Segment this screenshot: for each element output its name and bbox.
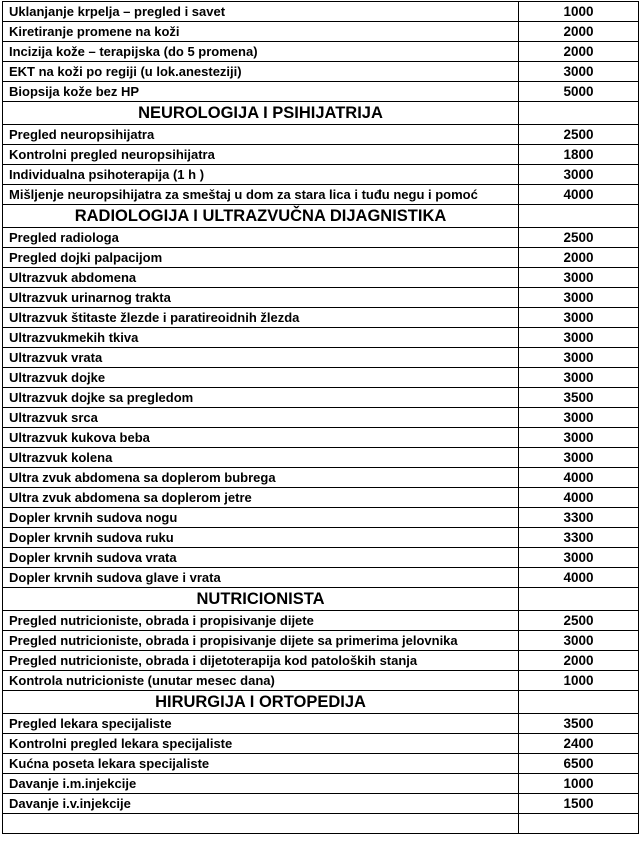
- table-row: [3, 468, 639, 488]
- price-list-table: [2, 1, 639, 834]
- table-row: [3, 22, 639, 42]
- service-price: 3300: [519, 528, 639, 548]
- section-header-row: [3, 102, 639, 125]
- table-row: [3, 82, 639, 102]
- service-price: 2000: [519, 248, 639, 268]
- section-header-row: [3, 588, 639, 611]
- service-name: Pregled nutricioniste, obrada i propisivanje dijete: [3, 611, 519, 631]
- section-title: RADIOLOGIJA I ULTRAZVUČNA DIJAGNISTIKA: [3, 205, 519, 228]
- table-row: [3, 428, 639, 448]
- service-price: 3000: [519, 308, 639, 328]
- table-row: [3, 794, 639, 814]
- service-name: Ultrazvuk kolena: [3, 448, 519, 468]
- section-header-row: [3, 691, 639, 714]
- table-row: [3, 228, 639, 248]
- service-name: Pregled neuropsihijatra: [3, 125, 519, 145]
- table-row: [3, 268, 639, 288]
- table-row: [3, 308, 639, 328]
- service-name: Pregled nutricioniste, obrada i propisivanje dijete sa primerima jelovnika: [3, 631, 519, 651]
- table-row: [3, 185, 639, 205]
- blank-cell: [3, 814, 519, 834]
- service-name: Dopler krvnih sudova vrata: [3, 548, 519, 568]
- table-row: [3, 348, 639, 368]
- table-row: [3, 631, 639, 651]
- table-row: [3, 508, 639, 528]
- table-row: [3, 671, 639, 691]
- table-row: [3, 448, 639, 468]
- blank-price-cell: [519, 814, 639, 834]
- table-row: [3, 611, 639, 631]
- service-name: Dopler krvnih sudova nogu: [3, 508, 519, 528]
- service-name: Incizija kože – terapijska (do 5 promena): [3, 42, 519, 62]
- table-row: [3, 488, 639, 508]
- service-price: 3000: [519, 448, 639, 468]
- section-price-cell: [519, 691, 639, 714]
- table-row: [3, 408, 639, 428]
- table-row: [3, 568, 639, 588]
- service-name: Ultrazvuk dojke sa pregledom: [3, 388, 519, 408]
- service-price: 2400: [519, 734, 639, 754]
- service-price: 5000: [519, 82, 639, 102]
- table-row: [3, 42, 639, 62]
- service-name: Pregled radiologa: [3, 228, 519, 248]
- service-name: Kućna poseta lekara specijaliste: [3, 754, 519, 774]
- table-row: [3, 774, 639, 794]
- table-row: [3, 2, 639, 22]
- service-price: 3500: [519, 714, 639, 734]
- service-name: Ultrazvuk vrata: [3, 348, 519, 368]
- service-price: 1000: [519, 671, 639, 691]
- service-price: 3000: [519, 328, 639, 348]
- service-price: 1000: [519, 774, 639, 794]
- section-price-cell: [519, 588, 639, 611]
- service-name: Kontrola nutricioniste (unutar mesec dana): [3, 671, 519, 691]
- service-name: Ultrazvuk urinarnog trakta: [3, 288, 519, 308]
- service-name: Pregled lekara specijaliste: [3, 714, 519, 734]
- service-price: 4000: [519, 488, 639, 508]
- service-price: 3000: [519, 62, 639, 82]
- section-price-cell: [519, 205, 639, 228]
- service-price: 3300: [519, 508, 639, 528]
- table-row: [3, 145, 639, 165]
- service-name: Dopler krvnih sudova glave i vrata: [3, 568, 519, 588]
- service-price: 2000: [519, 651, 639, 671]
- service-price: 3000: [519, 165, 639, 185]
- service-name: Ultrazvuk štitaste žlezde i paratireoidnih žlezda: [3, 308, 519, 328]
- table-row: [3, 754, 639, 774]
- service-price: 3000: [519, 428, 639, 448]
- service-price: 4000: [519, 185, 639, 205]
- service-price: 3000: [519, 288, 639, 308]
- service-name: Kontrolni pregled lekara specijaliste: [3, 734, 519, 754]
- service-price: 4000: [519, 468, 639, 488]
- service-price: 2500: [519, 125, 639, 145]
- service-price: 3000: [519, 631, 639, 651]
- section-title: NEUROLOGIJA I PSIHIJATRIJA: [3, 102, 519, 125]
- blank-row: [3, 814, 639, 834]
- service-price: 2500: [519, 228, 639, 248]
- service-price: 1500: [519, 794, 639, 814]
- table-row: [3, 528, 639, 548]
- service-price: 3000: [519, 268, 639, 288]
- service-price: 2500: [519, 611, 639, 631]
- service-name: Davanje i.v.injekcije: [3, 794, 519, 814]
- section-header-row: [3, 205, 639, 228]
- service-name: Ultra zvuk abdomena sa doplerom bubrega: [3, 468, 519, 488]
- service-price: 4000: [519, 568, 639, 588]
- table-row: [3, 651, 639, 671]
- service-name: Davanje i.m.injekcije: [3, 774, 519, 794]
- service-name: Ultrazvukmekih tkiva: [3, 328, 519, 348]
- table-row: [3, 62, 639, 82]
- table-row: [3, 165, 639, 185]
- service-name: Ultrazvuk abdomena: [3, 268, 519, 288]
- service-price: 1800: [519, 145, 639, 165]
- service-price: 2000: [519, 42, 639, 62]
- service-price: 3000: [519, 348, 639, 368]
- table-row: [3, 328, 639, 348]
- service-name: Dopler krvnih sudova ruku: [3, 528, 519, 548]
- service-name: Individualna psihoterapija (1 h ): [3, 165, 519, 185]
- service-price: 1000: [519, 2, 639, 22]
- section-title: NUTRICIONISTA: [3, 588, 519, 611]
- service-name: Kontrolni pregled neuropsihijatra: [3, 145, 519, 165]
- service-name: EKT na koži po regiji (u lok.anesteziji): [3, 62, 519, 82]
- table-row: [3, 288, 639, 308]
- service-name: Ultra zvuk abdomena sa doplerom jetre: [3, 488, 519, 508]
- table-row: [3, 714, 639, 734]
- service-price: 3000: [519, 368, 639, 388]
- service-name: Kiretiranje promene na koži: [3, 22, 519, 42]
- section-price-cell: [519, 102, 639, 125]
- table-row: [3, 388, 639, 408]
- table-row: [3, 248, 639, 268]
- service-name: Uklanjanje krpelja – pregled i savet: [3, 2, 519, 22]
- service-name: Biopsija kože bez HP: [3, 82, 519, 102]
- service-name: Pregled nutricioniste, obrada i dijetoterapija kod patoloških stanja: [3, 651, 519, 671]
- service-price: 3000: [519, 548, 639, 568]
- service-name: Pregled dojki palpacijom: [3, 248, 519, 268]
- table-row: [3, 734, 639, 754]
- service-price: 3500: [519, 388, 639, 408]
- table-row: [3, 548, 639, 568]
- service-name: Ultrazvuk kukova beba: [3, 428, 519, 448]
- table-row: [3, 125, 639, 145]
- service-name: Ultrazvuk dojke: [3, 368, 519, 388]
- service-price: 3000: [519, 408, 639, 428]
- service-name: Mišljenje neuropsihijatra za smeštaj u dom za stara lica i tuđu negu i pomoć: [3, 185, 519, 205]
- price-list-body: [3, 2, 639, 834]
- table-row: [3, 368, 639, 388]
- service-price: 6500: [519, 754, 639, 774]
- section-title: HIRURGIJA I ORTOPEDIJA: [3, 691, 519, 714]
- service-price: 2000: [519, 22, 639, 42]
- service-name: Ultrazvuk srca: [3, 408, 519, 428]
